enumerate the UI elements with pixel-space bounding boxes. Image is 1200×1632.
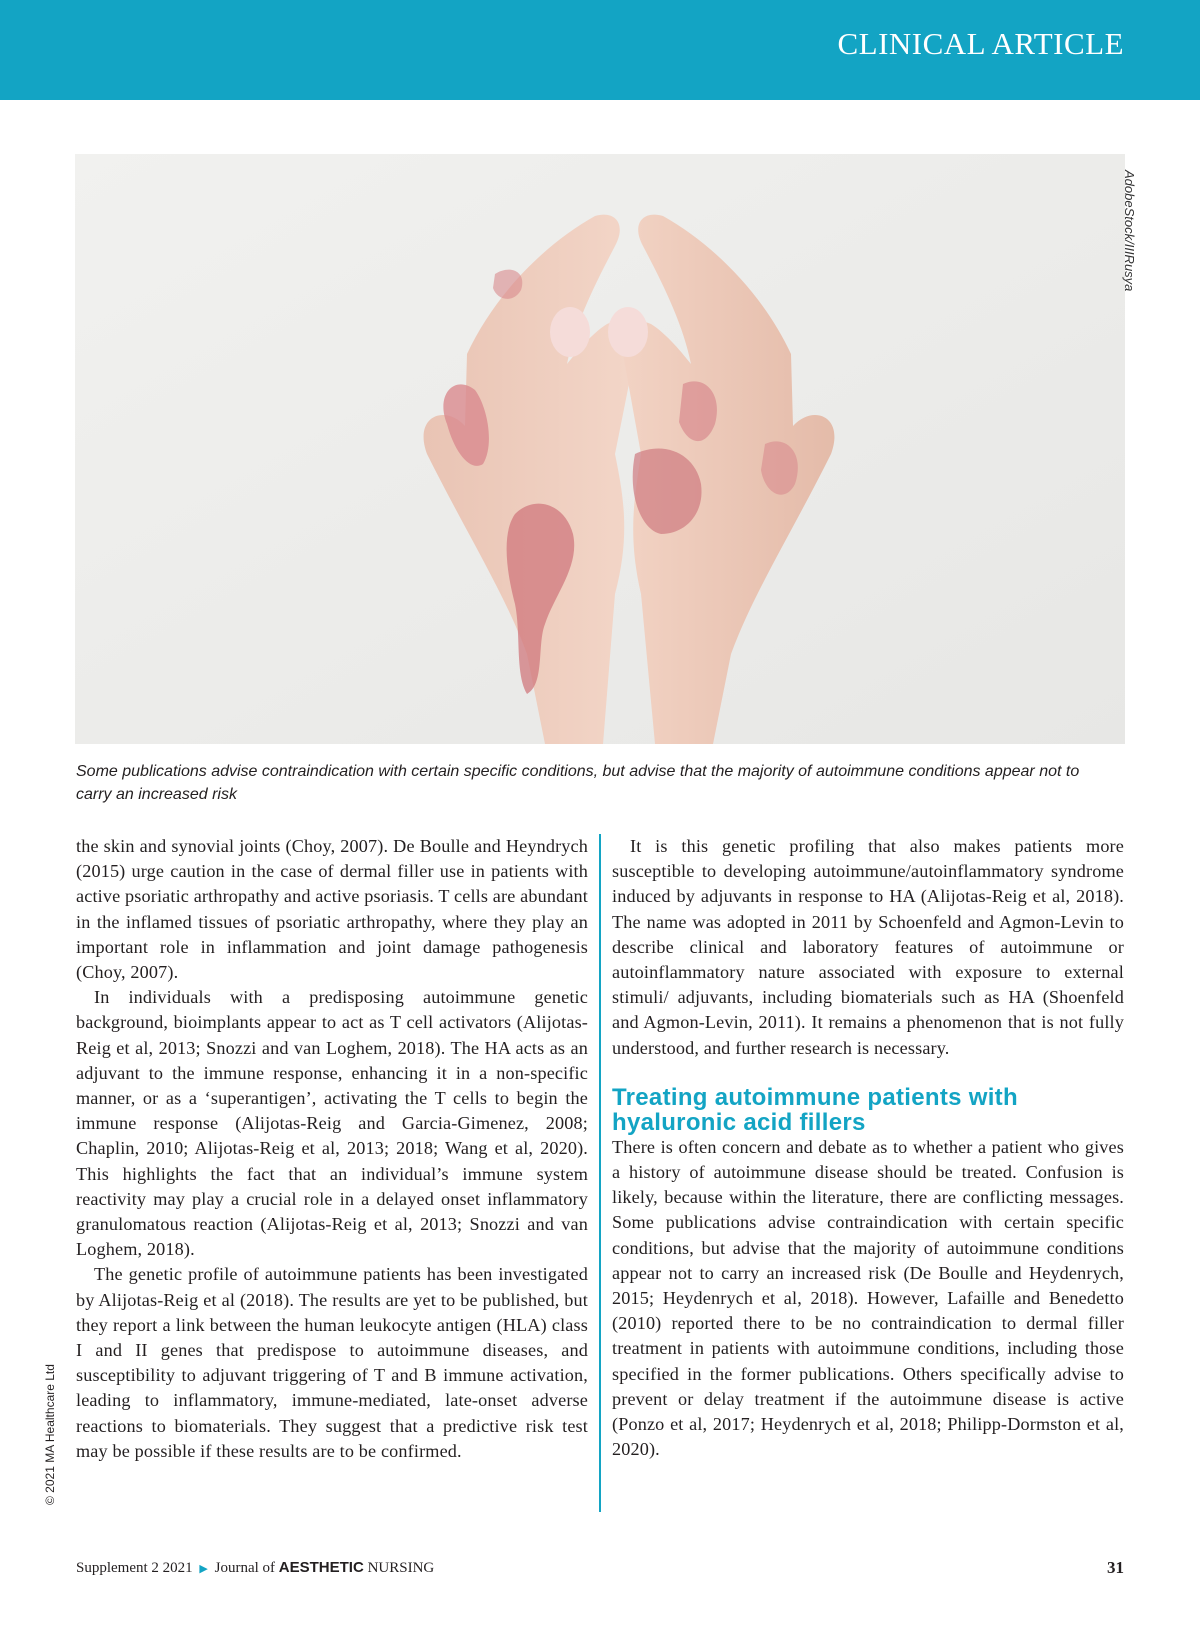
header-band	[0, 0, 1200, 100]
arrow-right-icon: ▶	[199, 1563, 208, 1575]
footer-issue: Supplement 2 2021	[76, 1560, 193, 1576]
photo-credit: AdobeStock/IIIRusya	[1122, 170, 1137, 292]
page-number: 31	[1107, 1558, 1124, 1577]
copyright-notice: © 2021 MA Healthcare Ltd	[43, 1364, 57, 1505]
figure-caption: Some publications advise contraindication with certain specific conditions, but advise that the majority of autoimmune conditions appear not to carry an increased risk	[76, 763, 1080, 803]
left-column	[76, 834, 588, 1464]
right-column	[612, 834, 1124, 1462]
column-divider	[599, 834, 601, 1512]
section-subheading: Treating autoimmune patients with hyaluronic acid fillers	[612, 1083, 1018, 1136]
footer	[76, 1559, 434, 1577]
body-paragraph: The genetic profile of autoimmune patients has been investigated by Alijotas-Reig et al (2018). The results are yet to be published, but they report a link between the human leukocyte antigen (HLA) class I and II genes that predispose to autoimmune diseases, and susceptibility to adjuvant triggering of T and B immune activation, leading to inflammatory, immune-mediated, late-onset adverse reactions to biomaterials. They suggest that a predictive risk test may be possible if these results are to be confirmed.	[76, 1264, 588, 1461]
body-paragraph: the skin and synovial joints (Choy, 2007). De Boulle and Heyndrych (2015) urge caution in the case of dermal filler use in patients with active psoriatic arthropathy and active psoriasis. T cells are abundant in the inflamed tissues of psoriatic arthropathy, where they play an important role in inflammation and joint damage pathogenesis (Choy, 2007).	[76, 836, 588, 983]
body-paragraph: It is this genetic profiling that also makes patients more susceptible to developing autoimmune/autoinflammatory syndrome induced by adjuvants in response to HA (Alijotas-Reig et al, 2018). The name was adopted in 2011 by Schoenfeld and Agmon-Levin to describe clinical and laboratory features of autoimmune or autoinflammatory nature associated with exposure to external stimuli/ adjuvants, including biomaterials such as HA (Shoenfeld and Agmon-Levin, 2011). It remains a phenomenon that is not fully understood, and further research is necessary.	[612, 836, 1124, 1058]
footer-journal-suffix: NURSING	[367, 1560, 435, 1576]
section-label: CLINICAL ARTICLE	[837, 26, 1124, 61]
body-paragraph: There is often concern and debate as to whether a patient who gives a history of autoimmune disease should be treated. Confusion is likely, because within the literature, there are conflicting messages. Some publications advise contraindication with certain specific conditions, but advise that the majority of autoimmune conditions appear not to carry an increased risk (De Boulle and Heydenrych, 2015; Heydenrych et al, 2018). However, Lafaille and Benedetto (2010) reported there to be no contraindication to dermal filler treatment in patients with autoimmune conditions, including those specified in the former publications. Others specifically advise to prevent or delay treatment if the autoimmune disease is active (Ponzo et al, 2017; Heydenrych et al, 2018; Philipp-Dormston et al, 2020).	[612, 1136, 1124, 1460]
footer-journal-brand: AESTHETIC	[278, 1559, 364, 1576]
footer-journal-prefix: Journal of	[214, 1560, 276, 1576]
body-paragraph: In individuals with a predisposing autoimmune genetic background, bioimplants appear to act as T cell activators (Alijotas-Reig et al, 2013; Snozzi and van Loghem, 2018). The HA acts as an adjuvant to the immune response, enhancing it in a non-specific manner, or as a ‘superantigen’, activating the T cells to begin the immune response (Alijotas-Reig and Garcia-Gimenez, 2008; Chaplin, 2010; Alijotas-Reig et al, 2013; 2018; Wang et al, 2020). This highlights the fact that an individual’s immune system reactivity may play a crucial role in a delayed onset inflammatory granulomatous reaction (Alijotas-Reig et al, 2013; Snozzi and van Loghem, 2018).	[76, 987, 588, 1260]
article-photo	[75, 154, 1125, 744]
hands-psoriasis-illustration	[75, 154, 1125, 744]
